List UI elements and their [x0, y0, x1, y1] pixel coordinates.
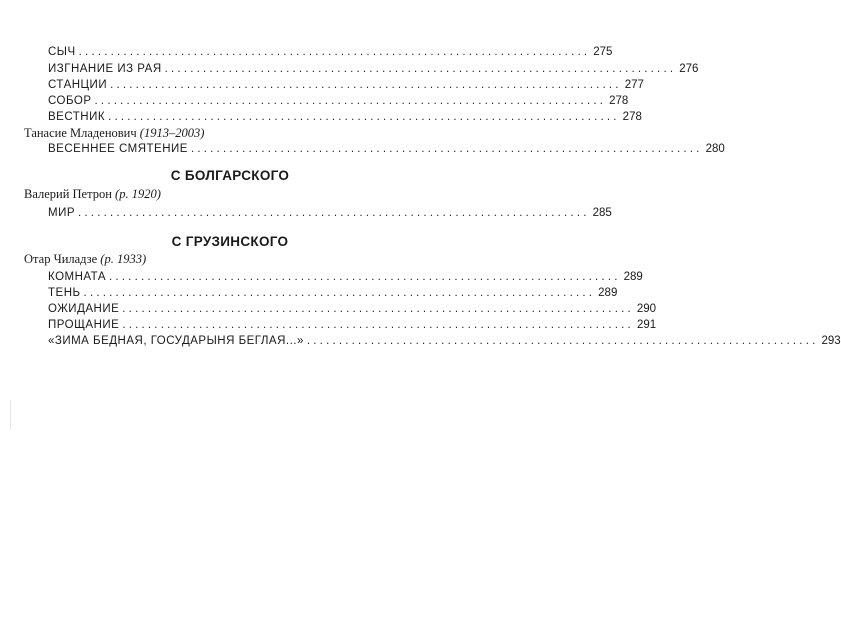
author-name: Танасие Младенович: [24, 126, 137, 140]
entry-page: 285: [592, 207, 612, 219]
author-name: Отар Чиладзе: [24, 252, 98, 266]
entry-title: ОЖИДАНИЕ: [48, 303, 120, 315]
dot-leader: ................................................................................: [94, 95, 607, 107]
toc-entry: [48, 285, 618, 301]
entry-page: 277: [624, 79, 644, 91]
toc-entry: [48, 77, 644, 93]
dot-leader: ................................................................................: [164, 63, 677, 75]
entry-page: 276: [679, 63, 699, 75]
author-heading: [24, 251, 146, 267]
section-heading: С ГРУЗИНСКОГО: [171, 234, 289, 249]
entry-title: СЫЧ: [48, 46, 76, 58]
entry-page: 275: [593, 46, 613, 58]
toc-entry: [48, 141, 725, 157]
entry-title: «ЗИМА БЕДНАЯ, ГОСУДАРЫНЯ БЕГЛАЯ...»: [48, 335, 304, 347]
entry-page: 280: [705, 143, 725, 155]
author-dates: (р. 1933): [100, 252, 147, 266]
entry-title: ВЕСТНИК: [48, 111, 106, 123]
scan-margin-mark: [10, 400, 11, 430]
entry-page: 293: [821, 335, 841, 347]
toc-entry: [48, 61, 699, 77]
toc-entry: [48, 44, 613, 60]
author-name: Валерий Петрон: [24, 187, 112, 201]
dot-leader: ................................................................................: [110, 79, 622, 91]
entry-page: 289: [598, 287, 618, 299]
author-dates: (1913–2003): [139, 126, 205, 140]
dot-leader: ................................................................................: [122, 303, 634, 315]
toc-entry: [48, 205, 612, 221]
toc-entry: [48, 317, 657, 333]
entry-title: ВЕСЕННЕЕ СМЯТЕНИЕ: [48, 143, 188, 155]
toc-entry: [48, 301, 657, 317]
entry-page: 291: [636, 319, 657, 331]
toc-entry: [48, 333, 841, 349]
section-heading: С БОЛГАРСКОГО: [170, 168, 290, 183]
dot-leader: ................................................................................: [109, 271, 621, 283]
entry-title: ПРОЩАНИЕ: [48, 319, 120, 331]
toc-entry: [48, 93, 629, 109]
entry-page: 289: [623, 271, 643, 283]
dot-leader: ................................................................................: [78, 207, 590, 219]
entry-page: 278: [609, 95, 629, 107]
toc-entry: [48, 269, 643, 285]
dot-leader: ................................................................................: [108, 111, 620, 123]
dot-leader: ................................................................................: [78, 46, 591, 58]
entry-title: ТЕНЬ: [48, 287, 81, 299]
toc-entry: [48, 109, 642, 125]
entry-title: СТАНЦИИ: [48, 79, 108, 91]
entry-title: МИР: [48, 207, 76, 219]
dot-leader: ................................................................................: [306, 335, 819, 347]
author-dates: (р. 1920): [115, 187, 161, 201]
author-heading: [24, 125, 204, 141]
entry-title: СОБОР: [48, 95, 92, 107]
dot-leader: ................................................................................: [190, 143, 703, 155]
entry-title: КОМНАТА: [48, 271, 106, 283]
entry-title: ИЗГНАНИЕ ИЗ РАЯ: [48, 63, 162, 75]
entry-page: 290: [636, 303, 657, 315]
dot-leader: ................................................................................: [83, 287, 596, 299]
entry-page: 278: [622, 111, 642, 123]
dot-leader: ................................................................................: [122, 319, 634, 331]
author-heading: [24, 186, 161, 202]
